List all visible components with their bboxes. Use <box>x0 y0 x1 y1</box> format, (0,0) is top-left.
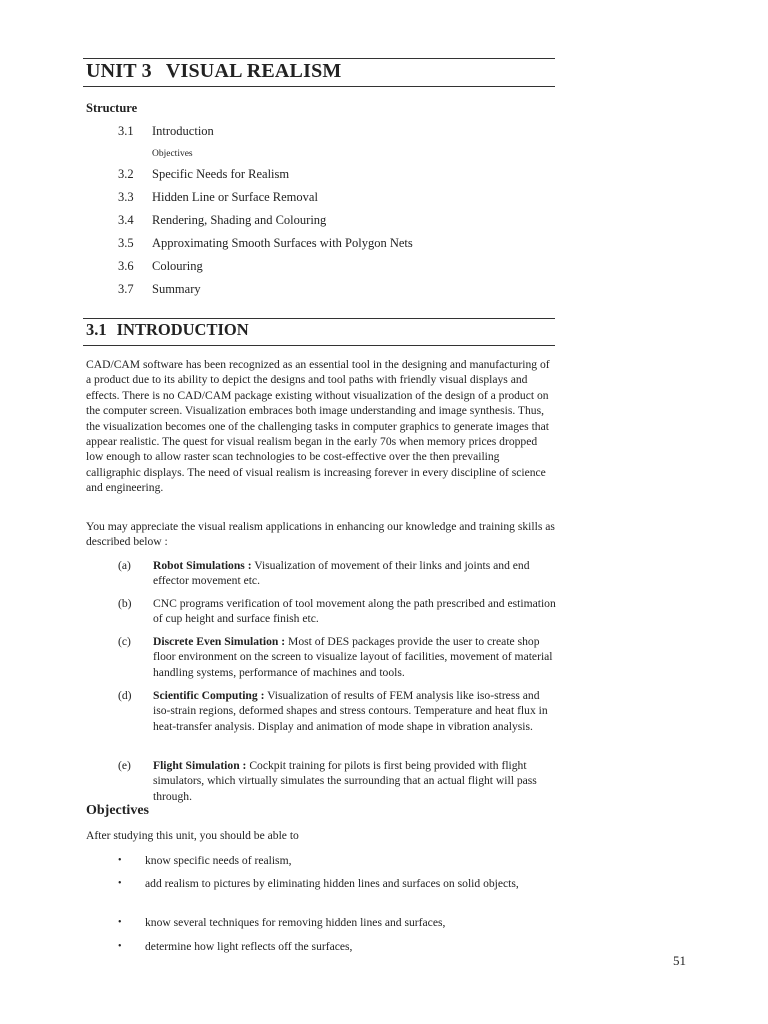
structure-item <box>118 167 558 190</box>
structure-heading: Structure <box>86 101 138 115</box>
objective-text: know specific needs of realism, <box>145 854 292 867</box>
application-label: (e) <box>118 759 131 772</box>
application-text <box>153 758 558 804</box>
structure-item-label: Rendering, Shading and Colouring <box>152 213 327 227</box>
application-description: Visualization of results of FEM analysis like iso-stress and iso-strain regions, deformed shapes and stress contours. Temperature and heat flux in heat-transfer analysis. Display and animation of mode shape in vibration analysis. <box>153 689 548 733</box>
application-description: Cockpit training for pilots is first being provided with flight simulators, which virtually simulates the surrounding that an actual flight will pass through. <box>153 759 537 803</box>
structure-item-label: Approximating Smooth Surfaces with Polygon Nets <box>152 236 413 250</box>
structure-subitem <box>118 147 558 167</box>
application-description: Visualization of movement of their links and joints and end effector movement etc. <box>153 559 530 588</box>
structure-item <box>118 259 558 282</box>
unit-title <box>86 60 341 83</box>
bullet-icon: • <box>118 941 122 952</box>
section-number: 3.1 <box>86 320 107 339</box>
structure-item-label: Objectives <box>152 149 193 159</box>
applications-intro-paragraph: You may appreciate the visual realism applications in enhancing our knowledge and training skills as described below : <box>86 520 555 549</box>
application-description: Most of DES packages provide the user to create shop floor environment on the screen to visualize layout of facilities, movement of material handling systems, performance of machines and tools. <box>153 635 553 679</box>
objective-text: add realism to pictures by eliminating hidden lines and surfaces on solid objects, <box>145 877 519 890</box>
structure-item-number: 3.1 <box>118 124 134 138</box>
structure-item-number: 3.7 <box>118 282 134 296</box>
top-rule <box>83 58 555 59</box>
section-bottom-rule <box>83 345 555 346</box>
structure-item-label: Introduction <box>152 124 214 138</box>
structure-item-label: Hidden Line or Surface Removal <box>152 190 318 204</box>
intro-paragraph: CAD/CAM software has been recognized as an essential tool in the designing and manufacturing of a product due to its ability to depict the designs and tool paths with friendly visual displays and effects. There is no CAD/CAM package existing without visualization of the design of a product on the computer screen. Visualization embraces both image understanding and image synthesis. Thus, the visualization becomes one of the challenging tasks in computer graphics to generate images that appear realistic. The quest for visual realism began in the early 70s when memory prices dropped low enough to allow raster scan technologies to be cost-effective over the then prevailing calligraphic displays. The need of visual realism is increasing forever in every discipline of science and engineering. <box>86 358 550 495</box>
structure-item-number: 3.2 <box>118 167 134 181</box>
objectives-heading: Objectives <box>86 803 149 818</box>
objective-text: determine how light reflects off the surfaces, <box>145 940 353 953</box>
application-title: Discrete Even Simulation : <box>153 635 286 648</box>
application-label: (d) <box>118 689 132 702</box>
application-title: Robot Simulations : <box>153 559 252 572</box>
application-text <box>153 688 558 734</box>
application-text <box>153 558 558 589</box>
application-label: (b) <box>118 597 132 610</box>
bullet-icon: • <box>118 917 122 928</box>
structure-item-label: Colouring <box>152 259 203 273</box>
structure-list <box>118 124 558 305</box>
bullet-icon: • <box>118 878 122 889</box>
objectives-intro: After studying this unit, you should be able to <box>86 829 299 842</box>
unit-name: VISUAL REALISM <box>165 60 342 82</box>
structure-item <box>118 190 558 213</box>
structure-item-number: 3.4 <box>118 213 134 227</box>
structure-item <box>118 282 558 305</box>
application-description: CNC programs verification of tool movement along the path prescribed and estimation of cup height and surface finish etc. <box>153 597 556 626</box>
section-top-rule <box>83 318 555 319</box>
structure-item <box>118 213 558 236</box>
application-label: (a) <box>118 559 131 572</box>
bullet-icon: • <box>118 855 122 866</box>
objective-text: know several techniques for removing hidden lines and surfaces, <box>145 916 446 929</box>
section-title: INTRODUCTION <box>116 320 249 339</box>
application-label: (c) <box>118 635 131 648</box>
application-title: Scientific Computing : <box>153 689 265 702</box>
structure-item-number: 3.3 <box>118 190 134 204</box>
application-text <box>153 634 558 680</box>
structure-item-label: Specific Needs for Realism <box>152 167 290 181</box>
page-number: 51 <box>673 953 686 968</box>
structure-item-number: 3.6 <box>118 259 134 273</box>
structure-item-number: 3.5 <box>118 236 134 250</box>
unit-title-rule <box>83 86 555 87</box>
section-heading <box>86 320 249 340</box>
structure-item <box>118 124 558 147</box>
application-text <box>153 596 558 627</box>
structure-item-label: Summary <box>152 282 201 296</box>
structure-item <box>118 236 558 259</box>
application-title: Flight Simulation : <box>153 759 247 772</box>
unit-number: UNIT 3 <box>86 60 152 82</box>
